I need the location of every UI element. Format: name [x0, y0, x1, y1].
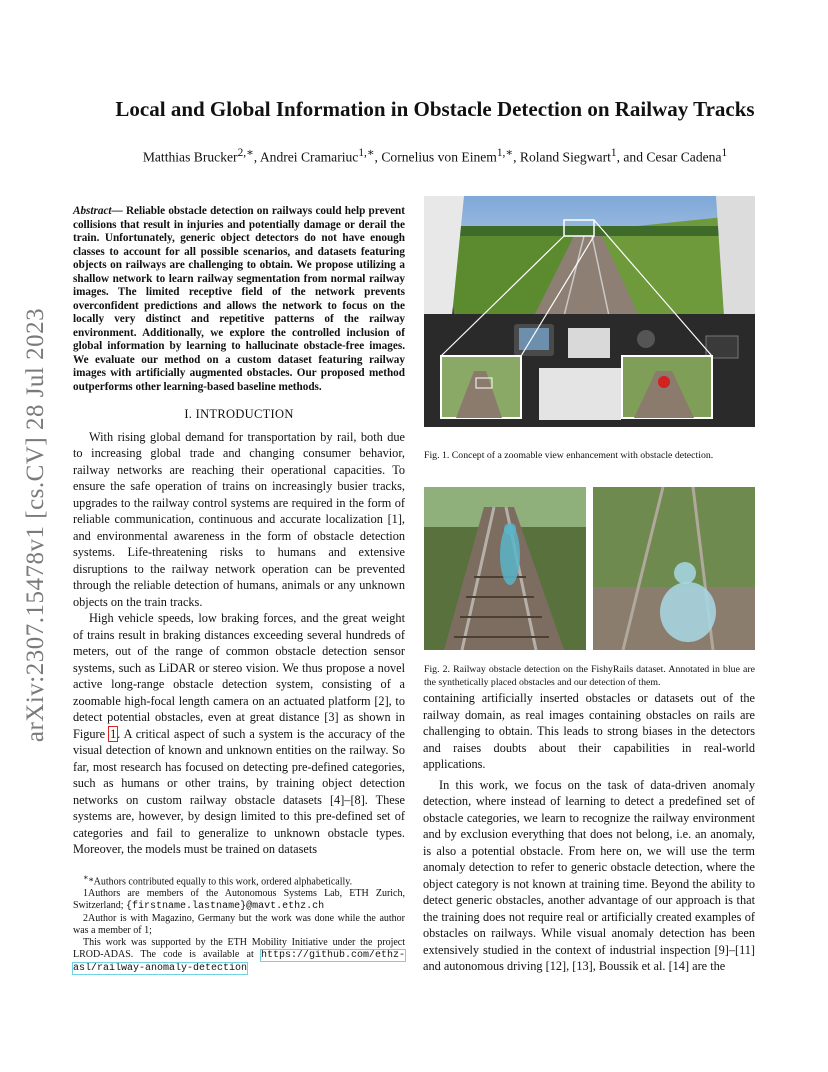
- railway-photo-left: [424, 487, 586, 650]
- left-column: [73, 205, 405, 975]
- figure-2-left-image: [424, 487, 586, 650]
- arxiv-sidebar: [16, 290, 56, 760]
- footnote-equal-contribution: ∗*Authors contributed equally to this work, ordered alphabetically.: [83, 872, 353, 887]
- footnote-1-text: *Authors contributed equally to this work, ordered alphabetically.: [88, 875, 353, 887]
- right-column: [423, 690, 755, 975]
- paragraph-4: In this work, we focus on the task of data-driven anomaly detection, where instead of learning to detect a predefined set of obstacle categories, we learn to recognize the railway environment and by exclusion everything that does not belong, i.e. an anomaly, is also a potential obstacle. From here on, we will use the term anomaly detection to refer to generic obstacle detection, where the object category is not known at training time. Beyond the ability to detect generic obstacles, another advantage of our approach is that the training does not require real or artificially created examples of obstacles on railways. While visual anomaly detection has been extensively studied in the context of industrial inspection [9]–[11] and autonomous driving [12], [13], Boussik et al. [14] are the: [423, 777, 755, 973]
- paper-title: Local and Global Information in Obstacle Detection on Railway Tracks: [115, 97, 755, 121]
- abstract-label: Abstract: [73, 205, 112, 217]
- railway-photo-right: [593, 487, 755, 650]
- paragraph-1: With rising global demand for transportation by rail, both due to increasing global trade and changing consumer behavior, railway networks are reaching their operational capacities. To ensure the safe operation of trains on increasingly busier tracks, upgrades to the railway control systems are required in the form of reliable communication, continuous and accurate localization [1], and environmental awareness in the form of obstacle detection systems. Life-threatening risks to humans and extensive disruptions to the railway network operation can be prevented through the reliable detection of humans, animals or any unknown objects on the train tracks.: [73, 429, 405, 609]
- footnote-4-text: This work was supported by the ETH Mobility Initiative under the project LROD-ADAS. The code is available at: [73, 936, 405, 960]
- arxiv-identifier: arXiv:2307.15478v1 [cs.CV] 28 Jul 2023: [22, 307, 49, 743]
- paragraph-2-text-b: . A critical aspect of such a system is the accuracy of the visual detection of known and unknown entities on the railway. So far, most research has focused on detecting pre-defined categories, such as humans or other trains, by training object detection networks on custom railway obstacle datasets [4]–[8]. These systems are, however, by design limited to this pre-defined set of categories and fail to generalize to unknown obstacle types. Moreover, the models must be trained on datasets: [73, 726, 406, 856]
- author-list: Matthias Brucker$^{2,∗}$, Andrei Cramariuc$^{1,∗}$, Cornelius von Einem$^{1,∗}$, Roland Siegwart$^1$, and Cesar Cadena$^1$: [142, 147, 728, 165]
- footnotes: [73, 872, 405, 975]
- paragraph-3: containing artificially inserted obstacles or datasets out of the railway domain, as real images containing obstacles on rails are challenging to obtain. This leads to strong biases in the detectors and raises doubts about their capabilities in real-world applications.: [423, 691, 755, 771]
- paragraph-2: [73, 610, 405, 858]
- figure-1-link[interactable]: 1: [110, 726, 117, 741]
- section-heading-introduction: I. INTRODUCTION: [184, 407, 294, 421]
- paragraph-2-text-a: High vehicle speeds, low braking forces, and the great weight of trains result in braking distances exceeding several hundreds of meters, out of the range of common obstacle detection sensor systems, such as LiDAR or stereo vision. We thus propose a novel active long-range obstacle detection system, consisting of a zoomable high-focal length camera on an actuated platform [2], to detect potential obstacles, even at great distance [3] as shown in Figure: [73, 611, 405, 741]
- code-repository-link[interactable]: https://github.com/ethz-asl/railway-anomaly-detection: [73, 949, 405, 974]
- figure-1-image: [424, 196, 755, 427]
- figure-2-caption: Fig. 2. Railway obstacle detection on the FishyRails dataset. Annotated in blue are the synthetically placed obstacles and our detection of them.: [424, 664, 755, 688]
- figure-2-right-image: [593, 487, 755, 650]
- footnote-affiliation-2: 2Author is with Magazino, Germany but the work was done while the author was a member of 1;: [73, 912, 405, 936]
- footnote-2-text: 1Authors are members of the Autonomous Systems Lab, ETH Zurich, Switzerland;: [73, 887, 405, 911]
- email-pattern: {firstname.lastname}@mavt.ethz.ch: [126, 900, 325, 912]
- abstract-text: — Reliable obstacle detection on railways could help prevent collisions that result in injuries and potentially damage or derail the train. Unfortunately, generic object detectors do not have enough classes to account for all possible scenarios, and datasets featuring objects on railways are challenging to obtain. We propose utilizing a shallow network to learn railway segmentation from normal railway images. The limited receptive field of the network prevents overconfident predictions and allows the network to focus on the locally very distinct and repetitive patterns of the railway environment. Additionally, we explore the controlled inclusion of global information by learning to hallucinate obstacle-free images. We evaluate our method on a custom dataset featuring railway images with artificially augmented obstacles. Our proposed method outperforms other learning-based baseline methods.: [73, 205, 405, 393]
- footnote-affiliation-1: [73, 888, 405, 913]
- train-cab-illustration: [424, 196, 755, 427]
- abstract: [73, 205, 405, 394]
- figure-1-caption: Fig. 1. Concept of a zoomable view enhancement with obstacle detection.: [424, 450, 714, 461]
- footnote-funding: [73, 937, 405, 975]
